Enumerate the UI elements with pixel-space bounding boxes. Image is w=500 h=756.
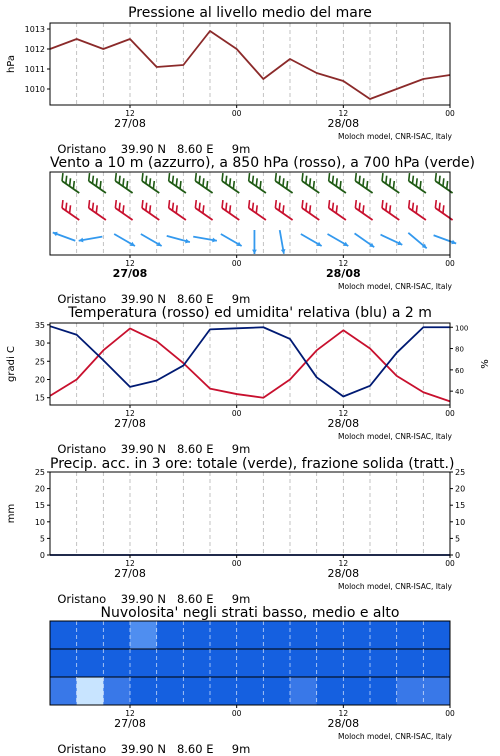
model-credit: Moloch model, CNR-ISAC, Italy bbox=[338, 282, 452, 291]
barb-feather bbox=[70, 178, 71, 186]
barb-feather bbox=[336, 205, 337, 213]
location-lon: 8.60 E bbox=[176, 742, 214, 756]
barb-feather bbox=[302, 200, 303, 208]
cloud-cell bbox=[397, 677, 424, 705]
barb-feather bbox=[409, 173, 410, 181]
x-tick-label: 12 bbox=[338, 559, 349, 568]
date-label: 27/08 bbox=[114, 117, 146, 130]
location-elev: 9m bbox=[231, 742, 251, 756]
barb-feather bbox=[336, 178, 337, 186]
cloud-cell bbox=[290, 649, 317, 677]
barb-feather bbox=[142, 173, 143, 181]
barb-feather bbox=[115, 173, 116, 181]
barb-feather bbox=[230, 178, 231, 186]
barb-feather bbox=[100, 181, 101, 189]
barb-feather bbox=[340, 181, 341, 189]
barb-feather bbox=[249, 200, 250, 208]
barb-feather bbox=[390, 178, 391, 186]
y-axis-label: gradi C bbox=[6, 346, 17, 382]
barb-feather bbox=[199, 176, 200, 184]
barb-feather bbox=[310, 205, 311, 213]
y-tick-label-right: 25 bbox=[455, 468, 466, 477]
cloud-cell bbox=[237, 649, 264, 677]
barb-feather bbox=[416, 178, 417, 186]
barb-feather bbox=[169, 173, 170, 181]
barb-feather bbox=[355, 200, 356, 208]
barb-feather bbox=[146, 176, 147, 184]
location-lat: 39.90 N bbox=[120, 442, 166, 456]
barb-feather bbox=[169, 200, 170, 208]
chart-title-precipitation: Precip. acc. in 3 ore: totale (verde), frazione solida (tratt.) bbox=[50, 456, 455, 472]
barb-feather bbox=[332, 176, 333, 184]
barb-feather bbox=[199, 203, 200, 211]
chart-precipitation bbox=[0, 450, 500, 585]
wind-barb-700 bbox=[409, 173, 426, 193]
cloud-cell bbox=[343, 649, 370, 677]
cloud-cell bbox=[290, 677, 317, 705]
x-tick-label: 12 bbox=[125, 709, 135, 718]
barb-feather bbox=[329, 173, 330, 181]
barb-feather bbox=[66, 203, 67, 211]
barb-feather bbox=[153, 181, 154, 189]
y-tick-label: 15 bbox=[34, 501, 45, 511]
barb-feather bbox=[203, 178, 204, 186]
y-tick-label-right: 10 bbox=[455, 517, 466, 527]
barb-feather bbox=[416, 205, 417, 213]
barb-feather bbox=[150, 178, 151, 186]
barb-feather bbox=[92, 176, 93, 184]
barb-feather bbox=[260, 181, 261, 189]
barb-feather bbox=[359, 176, 360, 184]
chart-title-temperature: Temperatura (rosso) ed umidita' relativa (blu) a 2 m bbox=[68, 305, 432, 321]
wind-barb-10m bbox=[328, 234, 349, 246]
barb-feather bbox=[447, 181, 448, 189]
y-tick-label-right: 0 bbox=[455, 551, 461, 560]
barb-feather bbox=[127, 181, 128, 189]
cloud-cell bbox=[263, 649, 290, 677]
chart-title-clouds: Nuvolosita' negli strati basso, medio e alto bbox=[100, 605, 400, 621]
cloud-cell bbox=[103, 621, 130, 649]
barb-feather bbox=[226, 176, 227, 184]
cloud-cell bbox=[157, 621, 184, 649]
barb-feather bbox=[172, 203, 173, 211]
location-elev: 9m bbox=[231, 142, 251, 156]
barb-feather bbox=[180, 181, 181, 189]
barb-feather bbox=[412, 176, 413, 184]
barb-feather bbox=[146, 203, 147, 211]
barb-feather bbox=[283, 205, 284, 213]
cloud-cell bbox=[157, 649, 184, 677]
location-elev: 9m bbox=[231, 442, 251, 456]
wind-barb-10m bbox=[79, 237, 103, 243]
wind-barb-10m bbox=[408, 233, 426, 248]
x-tick-label: 12 bbox=[338, 709, 349, 718]
cloud-cell bbox=[370, 677, 397, 705]
y-tick-label-right: 100 bbox=[455, 324, 469, 333]
location-elev: 9m bbox=[231, 292, 251, 306]
x-tick-label: 00 bbox=[445, 559, 455, 568]
barb-feather bbox=[119, 176, 120, 184]
barb-feather bbox=[249, 173, 250, 181]
y-tick-label: 0 bbox=[39, 551, 45, 560]
wind-barb-10m bbox=[221, 234, 242, 246]
cloud-cell bbox=[397, 621, 424, 649]
barb-feather bbox=[195, 173, 196, 181]
barb-feather bbox=[390, 205, 391, 213]
location-lon: 8.60 E bbox=[176, 442, 214, 456]
cloud-cell bbox=[103, 649, 130, 677]
barb-feather bbox=[89, 200, 90, 208]
barb-feather bbox=[302, 173, 303, 181]
x-tick-label: 00 bbox=[445, 259, 455, 268]
y-tick-label: 10 bbox=[34, 517, 45, 527]
wind-barb-700 bbox=[275, 173, 292, 193]
date-label: 27/08 bbox=[114, 717, 146, 730]
cloud-cell bbox=[103, 677, 130, 705]
y-tick-label-right: 15 bbox=[455, 501, 466, 511]
location-name: Oristano bbox=[57, 292, 107, 306]
barb-feather bbox=[89, 173, 90, 181]
barb-feather bbox=[142, 200, 143, 208]
cloud-cell bbox=[50, 621, 77, 649]
barb-feather bbox=[363, 178, 364, 186]
barb-feather bbox=[382, 173, 383, 181]
barb-feather bbox=[176, 205, 177, 213]
location-lon: 8.60 E bbox=[176, 142, 214, 156]
cloud-cell bbox=[183, 649, 210, 677]
wind-barb-10m bbox=[141, 234, 162, 246]
cloud-cell bbox=[290, 621, 317, 649]
barb-feather bbox=[382, 200, 383, 208]
barb-feather bbox=[412, 203, 413, 211]
y-tick-label-right: 80 bbox=[455, 345, 464, 354]
cloud-cell bbox=[77, 649, 104, 677]
barb-feather bbox=[435, 173, 436, 181]
y-tick-label: 1013 bbox=[24, 25, 45, 34]
location-row bbox=[50, 728, 250, 756]
wind-barb-10m bbox=[355, 233, 375, 247]
date-label: 28/08 bbox=[327, 567, 360, 580]
y-tick-label: 1011 bbox=[24, 65, 45, 74]
y-tick-label: 35 bbox=[34, 320, 45, 330]
wind-barb-10m bbox=[301, 234, 322, 246]
barb-feather bbox=[306, 203, 307, 211]
y-axis-label: mm bbox=[6, 503, 17, 524]
barb-feather bbox=[70, 205, 71, 213]
barb-feather bbox=[279, 176, 280, 184]
barb-feather bbox=[443, 178, 444, 186]
y-axis-label: hPa bbox=[6, 54, 17, 74]
y-axis-label-right: % bbox=[480, 359, 491, 369]
location-elev: 9m bbox=[231, 592, 251, 606]
location-lon: 8.60 E bbox=[176, 592, 214, 606]
model-credit: Moloch model, CNR-ISAC, Italy bbox=[338, 582, 452, 591]
date-label: 27/08 bbox=[114, 567, 146, 580]
wind-barb-700 bbox=[62, 173, 79, 193]
barb-feather bbox=[222, 200, 223, 208]
location-lat: 39.90 N bbox=[120, 592, 166, 606]
cloud-cell bbox=[50, 649, 77, 677]
barb-feather bbox=[310, 178, 311, 186]
y-tick-label-right: 40 bbox=[455, 388, 464, 397]
barb-feather bbox=[96, 205, 97, 213]
chart-temperature-humidity bbox=[0, 300, 500, 430]
cloud-cell bbox=[343, 677, 370, 705]
y-tick-label: 15 bbox=[34, 393, 45, 403]
barb-feather bbox=[386, 203, 387, 211]
barb-feather bbox=[359, 203, 360, 211]
barb-feather bbox=[207, 181, 208, 189]
wind-barb-10m bbox=[114, 234, 135, 246]
cloud-cell bbox=[237, 677, 264, 705]
barb-feather bbox=[252, 203, 253, 211]
cloud-cell bbox=[397, 649, 424, 677]
wind-barb-10m bbox=[252, 230, 257, 254]
location-name: Oristano bbox=[57, 442, 107, 456]
wind-barb-700 bbox=[249, 173, 266, 193]
date-label: 27/08 bbox=[112, 267, 148, 280]
barb-feather bbox=[119, 203, 120, 211]
x-tick-label: 00 bbox=[231, 709, 242, 718]
location-name: Oristano bbox=[57, 742, 107, 756]
barb-feather bbox=[222, 173, 223, 181]
cloud-cell bbox=[183, 621, 210, 649]
wind-barb-10m bbox=[167, 236, 190, 243]
x-tick-label: 12 bbox=[125, 259, 135, 268]
barb-feather bbox=[195, 200, 196, 208]
barb-feather bbox=[363, 205, 364, 213]
barb-feather bbox=[66, 176, 67, 184]
barb-feather bbox=[172, 176, 173, 184]
location-name: Oristano bbox=[57, 142, 107, 156]
x-tick-label: 00 bbox=[445, 709, 455, 718]
chart-wind bbox=[0, 150, 500, 290]
barb-feather bbox=[355, 173, 356, 181]
cloud-cell bbox=[317, 677, 344, 705]
barb-feather bbox=[92, 203, 93, 211]
humidity-line bbox=[50, 326, 450, 396]
x-tick-label: 00 bbox=[231, 259, 242, 268]
cloud-cell bbox=[210, 677, 237, 705]
location-lat: 39.90 N bbox=[120, 742, 166, 756]
cloud-cell bbox=[130, 649, 157, 677]
wind-barb-700 bbox=[169, 173, 186, 193]
model-credit: Moloch model, CNR-ISAC, Italy bbox=[338, 132, 452, 141]
x-tick-label: 12 bbox=[338, 259, 349, 268]
cloud-cell bbox=[210, 649, 237, 677]
cloud-cell bbox=[317, 649, 344, 677]
chart-title-pressure: Pressione al livello medio del mare bbox=[128, 5, 372, 21]
date-label: 28/08 bbox=[327, 117, 360, 130]
cloud-cell bbox=[157, 677, 184, 705]
barb-feather bbox=[96, 178, 97, 186]
cloud-cell bbox=[237, 621, 264, 649]
plot-frame bbox=[50, 323, 450, 405]
y-tick-label: 30 bbox=[34, 339, 45, 349]
wind-barb-10m bbox=[434, 235, 457, 244]
wind-barb-700 bbox=[329, 173, 346, 193]
y-tick-label: 20 bbox=[34, 484, 45, 494]
x-tick-label: 00 bbox=[231, 559, 242, 568]
y-tick-label: 25 bbox=[34, 357, 45, 367]
barb-feather bbox=[386, 176, 387, 184]
barb-feather bbox=[409, 200, 410, 208]
barb-feather bbox=[123, 205, 124, 213]
barb-feather bbox=[233, 181, 234, 189]
cloud-cell bbox=[423, 677, 450, 705]
barb-feather bbox=[256, 205, 257, 213]
model-credit: Moloch model, CNR-ISAC, Italy bbox=[338, 432, 452, 441]
date-label: 28/08 bbox=[326, 267, 361, 280]
chart-pressure bbox=[0, 0, 500, 130]
x-tick-label: 00 bbox=[231, 109, 242, 118]
date-label: 28/08 bbox=[327, 417, 360, 430]
barb-feather bbox=[73, 181, 74, 189]
barb-feather bbox=[123, 178, 124, 186]
date-label: 28/08 bbox=[327, 717, 360, 730]
temperature-line bbox=[50, 328, 450, 401]
cloud-cell bbox=[130, 621, 157, 649]
chart-cloud-cover bbox=[0, 600, 500, 730]
cloud-cell bbox=[423, 621, 450, 649]
x-tick-label: 12 bbox=[338, 109, 349, 118]
barb-feather bbox=[275, 173, 276, 181]
cloud-cell bbox=[370, 649, 397, 677]
y-tick-label-right: 5 bbox=[455, 534, 461, 544]
barb-feather bbox=[256, 178, 257, 186]
location-lon: 8.60 E bbox=[176, 292, 214, 306]
wind-barb-700 bbox=[302, 173, 319, 193]
barb-feather bbox=[313, 181, 314, 189]
barb-feather bbox=[439, 203, 440, 211]
barb-feather bbox=[287, 181, 288, 189]
x-tick-label: 12 bbox=[125, 559, 135, 568]
barb-feather bbox=[230, 205, 231, 213]
barb-feather bbox=[279, 203, 280, 211]
barb-feather bbox=[393, 181, 394, 189]
cloud-cell bbox=[210, 621, 237, 649]
wind-barb-700 bbox=[89, 173, 106, 193]
cloud-cell bbox=[130, 677, 157, 705]
barb-feather bbox=[332, 203, 333, 211]
y-tick-label: 5 bbox=[39, 534, 45, 544]
barb-feather bbox=[443, 205, 444, 213]
wind-barb-10m bbox=[193, 237, 217, 243]
wind-barb-700 bbox=[222, 173, 239, 193]
x-tick-label: 12 bbox=[125, 409, 135, 418]
barb-feather bbox=[252, 176, 253, 184]
barb-feather bbox=[150, 205, 151, 213]
wind-barb-10m bbox=[381, 235, 403, 245]
barb-feather bbox=[439, 176, 440, 184]
date-label: 27/08 bbox=[114, 417, 146, 430]
cloud-cell bbox=[343, 621, 370, 649]
y-tick-label: 20 bbox=[34, 375, 45, 385]
y-tick-label: 1012 bbox=[24, 45, 45, 54]
pressure-line bbox=[50, 31, 450, 99]
chart-title-wind: Vento a 10 m (azzurro), a 850 hPa (rosso), a 700 hPa (verde) bbox=[50, 155, 476, 171]
barb-feather bbox=[62, 173, 63, 181]
cloud-cell bbox=[317, 621, 344, 649]
barb-feather bbox=[283, 178, 284, 186]
cloud-cell bbox=[263, 677, 290, 705]
cloud-cell bbox=[423, 649, 450, 677]
y-tick-label-right: 60 bbox=[455, 366, 464, 375]
y-tick-label: 25 bbox=[34, 468, 45, 477]
cloud-cell bbox=[50, 677, 77, 705]
barb-feather bbox=[435, 200, 436, 208]
barb-feather bbox=[329, 200, 330, 208]
y-tick-label-right: 20 bbox=[455, 484, 466, 494]
cloud-cell bbox=[183, 677, 210, 705]
cloud-cell bbox=[77, 621, 104, 649]
cloud-cell bbox=[370, 621, 397, 649]
barb-feather bbox=[420, 181, 421, 189]
model-credit: Moloch model, CNR-ISAC, Italy bbox=[338, 732, 452, 741]
wind-barb-700 bbox=[115, 173, 132, 193]
x-tick-label: 12 bbox=[125, 109, 135, 118]
barb-arrowhead bbox=[252, 250, 257, 254]
x-tick-label: 00 bbox=[445, 109, 455, 118]
barb-feather bbox=[275, 200, 276, 208]
plot-frame bbox=[50, 472, 450, 555]
wind-barb-700 bbox=[355, 173, 372, 193]
wind-barb-10m bbox=[280, 230, 286, 254]
wind-barb-700 bbox=[382, 173, 399, 193]
cloud-cell bbox=[263, 621, 290, 649]
location-name: Oristano bbox=[57, 592, 107, 606]
wind-barb-10m bbox=[53, 232, 76, 241]
barb-feather bbox=[226, 203, 227, 211]
wind-barb-700 bbox=[142, 173, 159, 193]
x-tick-label: 00 bbox=[445, 409, 455, 418]
wind-barb-700 bbox=[195, 173, 212, 193]
barb-feather bbox=[62, 200, 63, 208]
location-lat: 39.90 N bbox=[120, 142, 166, 156]
barb-feather bbox=[203, 205, 204, 213]
barb-feather bbox=[115, 200, 116, 208]
y-tick-label: 1010 bbox=[24, 85, 45, 94]
cloud-cell bbox=[77, 677, 104, 705]
barb-feather bbox=[367, 181, 368, 189]
location-lat: 39.90 N bbox=[120, 292, 166, 306]
barb-feather bbox=[176, 178, 177, 186]
x-tick-label: 00 bbox=[231, 409, 242, 418]
x-tick-label: 12 bbox=[338, 409, 349, 418]
barb-feather bbox=[306, 176, 307, 184]
